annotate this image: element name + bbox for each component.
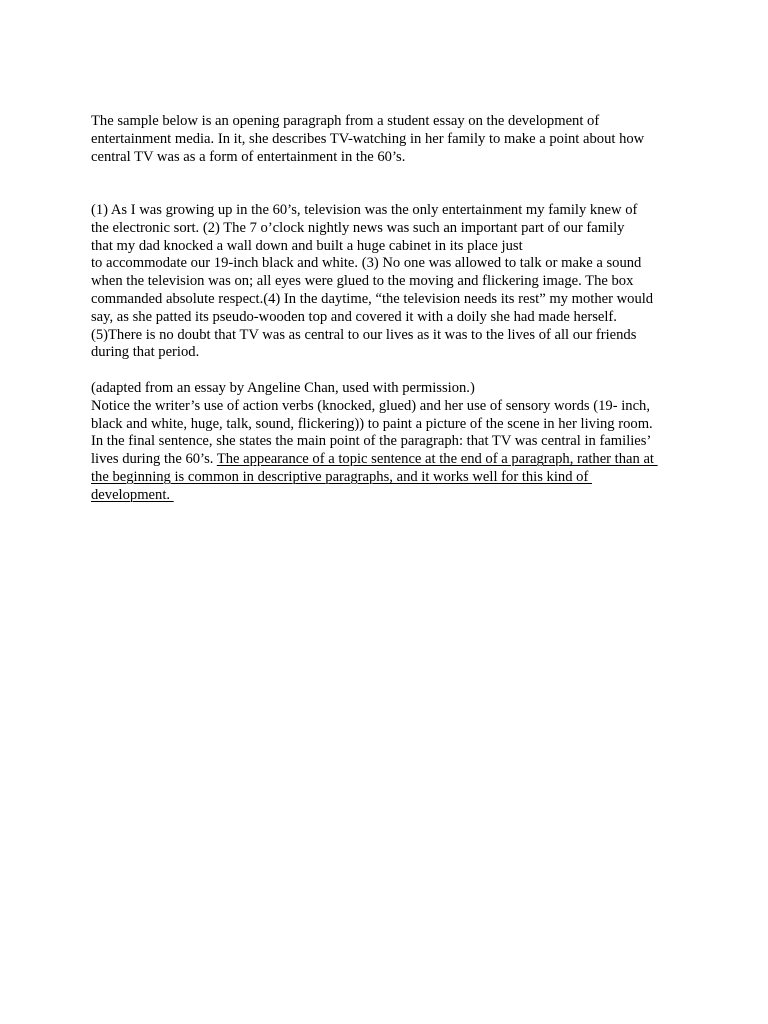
commentary-line: Notice the writer’s use of action verbs (knocked, glued) and her use of sensory words (19- inch,	[91, 397, 650, 414]
underlined-topic-sentence-text: development.	[91, 486, 174, 503]
intro-line: entertainment media. In it, she describes TV-watching in her family to make a point about how	[91, 130, 645, 147]
underlined-topic-sentence-text: The appearance of a topic sentence at the end of a paragraph, rather than at	[216, 451, 658, 468]
sample-line: the electronic sort. (2) The 7 o’clock nightly news was such an important part of our family	[91, 219, 625, 236]
attribution-line: (adapted from an essay by Angeline Chan, used with permission.)	[91, 380, 475, 396]
commentary-line: black and white, huge, talk, sound, flickering)) to paint a picture of the scene in her living room.	[91, 415, 653, 432]
sample-essay-paragraph	[91, 202, 691, 362]
sample-line: when the television was on; all eyes were glued to the moving and flickering image. The box	[91, 273, 634, 290]
sample-line: that my dad knocked a wall down and built a huge cabinet in its place just	[91, 237, 523, 254]
commentary-plain-text: lives during the 60’s.	[91, 451, 217, 468]
intro-paragraph	[91, 113, 691, 166]
sample-line: (1) As I was growing up in the 60’s, television was the only entertainment my family knew of	[91, 202, 638, 218]
sample-line: say, as she patted its pseudo-wooden top and covered it with a doily she had made herself.	[91, 308, 617, 325]
commentary-line	[91, 451, 691, 469]
sample-line: to accommodate our 19-inch black and white. (3) No one was allowed to talk or make a sound	[91, 255, 642, 272]
underlined-topic-sentence-text: the beginning is common in descriptive paragraphs, and it works well for this kind of	[91, 468, 592, 485]
intro-line: The sample below is an opening paragraph from a student essay on the development of	[91, 113, 600, 129]
attribution-and-commentary	[91, 380, 691, 505]
sample-line: (5)There is no doubt that TV was as central to our lives as it was to the lives of all our friends	[91, 326, 637, 343]
sample-line: commanded absolute respect.(4) In the daytime, “the television needs its rest” my mother would	[91, 290, 654, 307]
commentary-line	[91, 487, 691, 505]
commentary-line	[91, 469, 691, 487]
sample-line: during that period.	[91, 344, 200, 361]
commentary-line: In the final sentence, she states the main point of the paragraph: that TV was central in families’	[91, 433, 652, 450]
intro-line: central TV was as a form of entertainment in the 60’s.	[91, 148, 406, 165]
